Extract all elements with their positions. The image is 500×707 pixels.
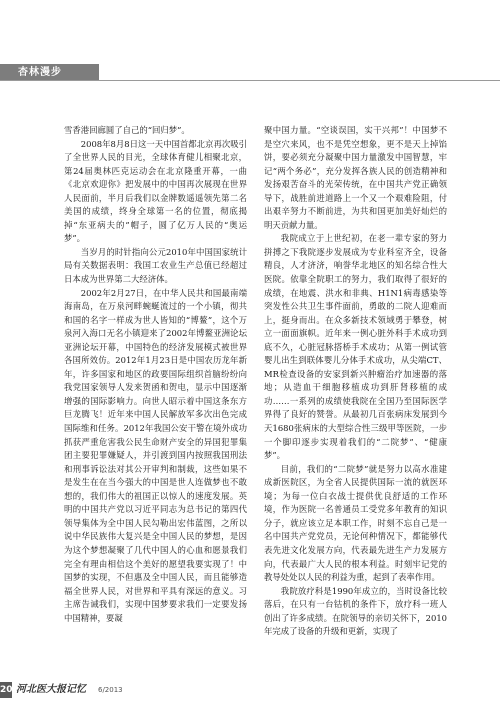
article-column-right (264, 124, 447, 639)
page-number: 20 (0, 682, 12, 698)
column-title: 杏林漫步 (18, 67, 62, 78)
issue-number: 6/2013 (98, 686, 123, 694)
article-paragraph: 我院放疗科是1990年成立的，当时设备比较落后，在只有一台钴机的条件下，放疗科一班人创出了许多成绩。在院领导的亲切关怀下，2010年完成了设备的升级和更新，实现了 (264, 585, 447, 637)
column-tag (0, 64, 99, 81)
article-paragraph: 2002年2月27日，在中华人民共和国最南端海南岛，在万泉河畔蜿蜒流过的一个小镇，彻共和国的名字一样成为世人皆知的“博鳌”，这个万泉河入海口无名小镇迎来了2002年博鳌亚洲论坛亚洲论坛开幕，中国特色的经济发展模式被世界各国所效仿。2012年1月23日是中国农历龙年新年，许多国家和地区的政要国际组织首脑纷纷向我党国家领导人发来贺函和贺电，显示中国逐渐增强的国际影响力。向世人昭示着中国这条东方巨龙腾飞！近年来中国人民解放军多次出色完成国际维和任务。2012年我国公安干警在境外成功抓获严重危害我公民生命财产安全的异国犯罪集团主要犯罪嫌疑人，并引渡到国内按照我国刑法和刑事诉讼法对其公开审判和制裁，这些如果不是发生在在当今强大的中国是世人连做梦也不敢想的，我们伟大的祖国正以惊人的速度发展。英明的中国共产党以习近平同志为总书记的第四代领导集体为全中国人民勾勒出宏伟蓝图，之所以说中华民族伟大复兴是全中国人民的梦想，是因为这个梦想凝聚了几代中国人的心血和愿景我们完全有理由相信这个美好的愿望我要实现了！中国梦的实现，不但惠及全中国人民，而且能够造福全世界人民，对世界和平具有深远的意义。习主席告诫我们，实现中国梦要求我们一定要发扬中国精神，要凝 (64, 287, 247, 623)
article-paragraph: 聚中国力量。“空谈误国，实干兴邦”！中国梦不是空穴来风，也不是凭空想象，更不是天上掉馅饼，要必须充分凝聚中国力量激发中国智慧，牢记“两个务必”，充分发挥各族人民的创造精神和发扬艰苦奋斗的光荣传统，在中国共产党正确领导下，战胜前进道路上一个又一个艰难险阻，付出艰辛努力不断前进，为共和国更加美好灿烂的明天贡献力量。 (264, 125, 447, 230)
article-paragraph: 当岁月的时针指向公元2010年中国国家统计局有关数据表明：我国工农业生产总值已经超过日本成为世界第二大经济体。 (64, 246, 247, 285)
article-paragraph: 目前，我们的“二院梦”就是努力以高水准建成新医院区，为全省人民提供国际一流的就医环境；为每一位白衣战士提供优良舒适的工作环境，作为医院一名普通员工受党多年教育的知识分子，就应该立足本职工作，时刻不忘自己是一名中国共产党党员，无论何种情况下，都能够代表先进文化发展方向，代表最先进生产力发展方向，代表最广大人民的根本利益。时刻牢记党的教导处处以人民的利益为重，起到了表率作用。 (264, 463, 447, 583)
article-paragraph: 雪香港回廊圆了自己的“回归梦”。 (64, 125, 190, 135)
page-footer (0, 682, 250, 698)
article-column-left (64, 124, 247, 625)
publication-name: 河北医大报记忆 (16, 684, 86, 695)
header-rule (0, 80, 500, 81)
article-paragraph: 我院成立于上世纪初，在老一辈专家的努力拼搏之下我院逐步发展成为专业科室齐全，设备精良，人才济济，响誉华北地区的知名综合性大医院。依靠全院职工的努力，我们取得了很好的成绩，在地震、洪水和非典、H1N1病毒感染等突发性公共卫生事件面前，勇敢的二院人迎难而上，挺身而出。在众多新技术领域勇于攀登，树立一面面旗帜。近年来一例心脏外科手术成功到底不久，心脏冠脉搭桥手术成功；从第一例试管婴儿出生到联体婴儿分体手术成功，从尖端CT、MR检查设备的安家到新兴肿瘤治疗加速器的落地；从造血干细胞移植成功到肝肾移植的成功……一系列的成绩使我院在全国乃至国际医学界得了良好的赞誉。从最初几百张病床发展到今天1680张病床的大型综合性三级甲等医院，一步一个脚印逐步实现着我们的“二院梦”、“健康梦”。 (264, 233, 447, 461)
article-paragraph: 2008年8月8日这一天中国首都北京再次吸引了全世界人民的目光，全球体育健儿相聚北京，第24届奥林匹克运动会在北京隆重开幕，一曲《北京欢迎你》把发展中的中国再次展现在世界人民面前，半月后我们以金牌数遥遥领先第二名美国的成绩，终身全球第一名的位置，彻底揭掉“东亚病夫的”帽子，圆了亿万人民的“奥运梦”。 (64, 138, 247, 244)
